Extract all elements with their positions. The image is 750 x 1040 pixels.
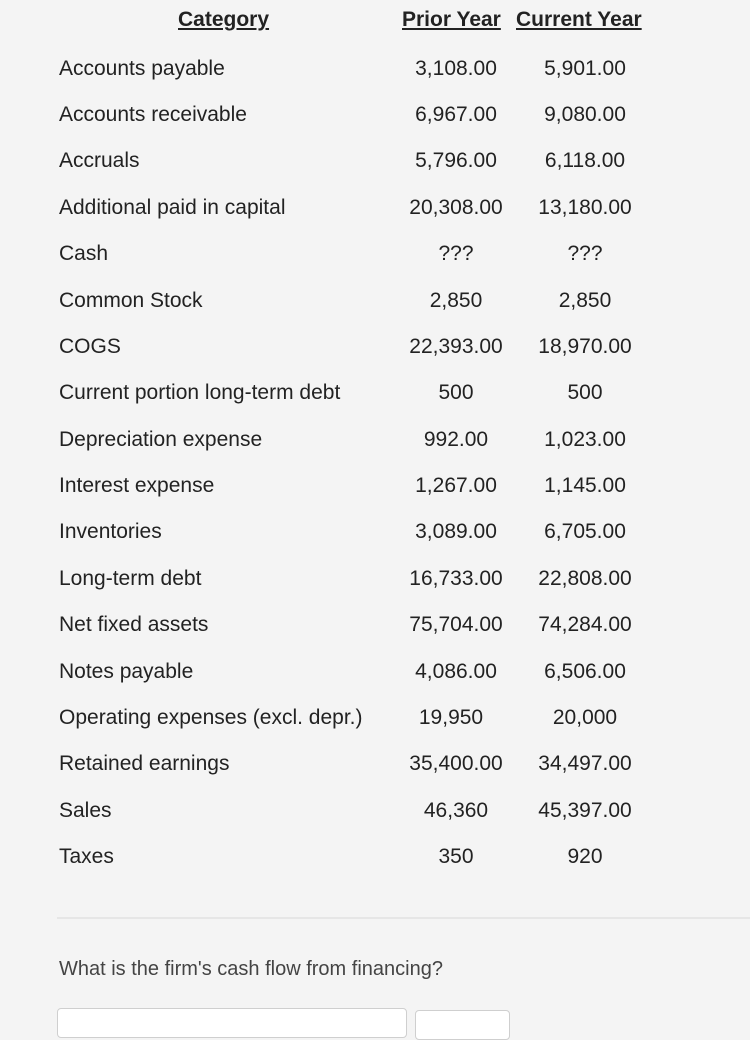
answer-button[interactable] — [415, 1010, 510, 1040]
row-prior-value: 3,108.00 — [415, 57, 497, 80]
row-current-value: 6,705.00 — [544, 520, 626, 543]
row-current-value: 2,850 — [558, 289, 612, 312]
row-current-value: 500 — [567, 381, 603, 404]
row-prior-value: 35,400.00 — [409, 752, 503, 775]
row-category: Operating expenses (excl. depr.) — [59, 706, 363, 729]
row-category: Additional paid in capital — [59, 196, 286, 219]
row-prior-value: 19,950 — [418, 706, 484, 729]
row-category: Sales — [59, 799, 112, 822]
row-current-value: 45,397.00 — [538, 799, 632, 822]
header-category: Category — [178, 8, 270, 31]
section-divider — [57, 917, 750, 919]
header-current-year: Current Year — [516, 8, 642, 31]
answer-input[interactable] — [57, 1008, 407, 1038]
row-category: Accounts payable — [59, 57, 225, 80]
row-prior-value: 2,850 — [429, 289, 483, 312]
table-row — [0, 242, 750, 288]
table-row — [0, 196, 750, 242]
table-row — [0, 149, 750, 195]
row-category: Notes payable — [59, 660, 194, 683]
row-current-value: 920 — [567, 845, 603, 868]
table-row — [0, 752, 750, 798]
row-current-value: 1,145.00 — [544, 474, 626, 497]
row-prior-value: 5,796.00 — [415, 149, 497, 172]
row-prior-value: 1,267.00 — [415, 474, 497, 497]
table-row — [0, 845, 750, 891]
row-current-value: 6,506.00 — [544, 660, 626, 683]
table-row — [0, 381, 750, 427]
row-category: COGS — [59, 335, 121, 358]
table-row — [0, 706, 750, 752]
row-category: Interest expense — [59, 474, 215, 497]
table-row — [0, 660, 750, 706]
row-category: Current portion long-term debt — [59, 381, 341, 404]
row-current-value: 22,808.00 — [538, 567, 632, 590]
row-category: Net fixed assets — [59, 613, 209, 636]
row-current-value: 1,023.00 — [544, 428, 626, 451]
row-prior-value: 350 — [438, 845, 474, 868]
row-category: Inventories — [59, 520, 162, 543]
row-current-value: 34,497.00 — [538, 752, 632, 775]
table-row — [0, 335, 750, 381]
table-row — [0, 474, 750, 520]
row-category: Accruals — [59, 149, 140, 172]
row-category: Retained earnings — [59, 752, 230, 775]
row-category: Accounts receivable — [59, 103, 247, 126]
table-row — [0, 520, 750, 566]
row-category: Long-term debt — [59, 567, 202, 590]
row-current-value: 5,901.00 — [544, 57, 626, 80]
row-prior-value: 22,393.00 — [409, 335, 503, 358]
row-prior-value: 6,967.00 — [415, 103, 497, 126]
row-current-value: 20,000 — [552, 706, 618, 729]
row-prior-value: 500 — [438, 381, 474, 404]
row-prior-value: 992.00 — [423, 428, 489, 451]
row-prior-value: 20,308.00 — [409, 196, 503, 219]
row-category: Depreciation expense — [59, 428, 263, 451]
question-text: What is the firm's cash flow from financing? — [59, 958, 443, 980]
table-row — [0, 613, 750, 659]
row-prior-value: 16,733.00 — [409, 567, 503, 590]
table-row — [0, 567, 750, 613]
header-prior-year: Prior Year — [402, 8, 501, 31]
table-row — [0, 289, 750, 335]
row-current-value: 6,118.00 — [544, 149, 626, 172]
row-current-value: 18,970.00 — [538, 335, 632, 358]
row-category: Common Stock — [59, 289, 203, 312]
table-row — [0, 103, 750, 149]
row-prior-value: ??? — [438, 242, 474, 265]
row-current-value: 9,080.00 — [544, 103, 626, 126]
table-row — [0, 57, 750, 103]
table-row — [0, 799, 750, 845]
row-current-value: ??? — [567, 242, 603, 265]
row-category: Cash — [59, 242, 109, 265]
row-prior-value: 75,704.00 — [409, 613, 503, 636]
row-current-value: 13,180.00 — [538, 196, 632, 219]
row-prior-value: 46,360 — [423, 799, 489, 822]
row-current-value: 74,284.00 — [538, 613, 632, 636]
row-prior-value: 3,089.00 — [415, 520, 497, 543]
row-prior-value: 4,086.00 — [415, 660, 497, 683]
table-row — [0, 428, 750, 474]
row-category: Taxes — [59, 845, 114, 868]
